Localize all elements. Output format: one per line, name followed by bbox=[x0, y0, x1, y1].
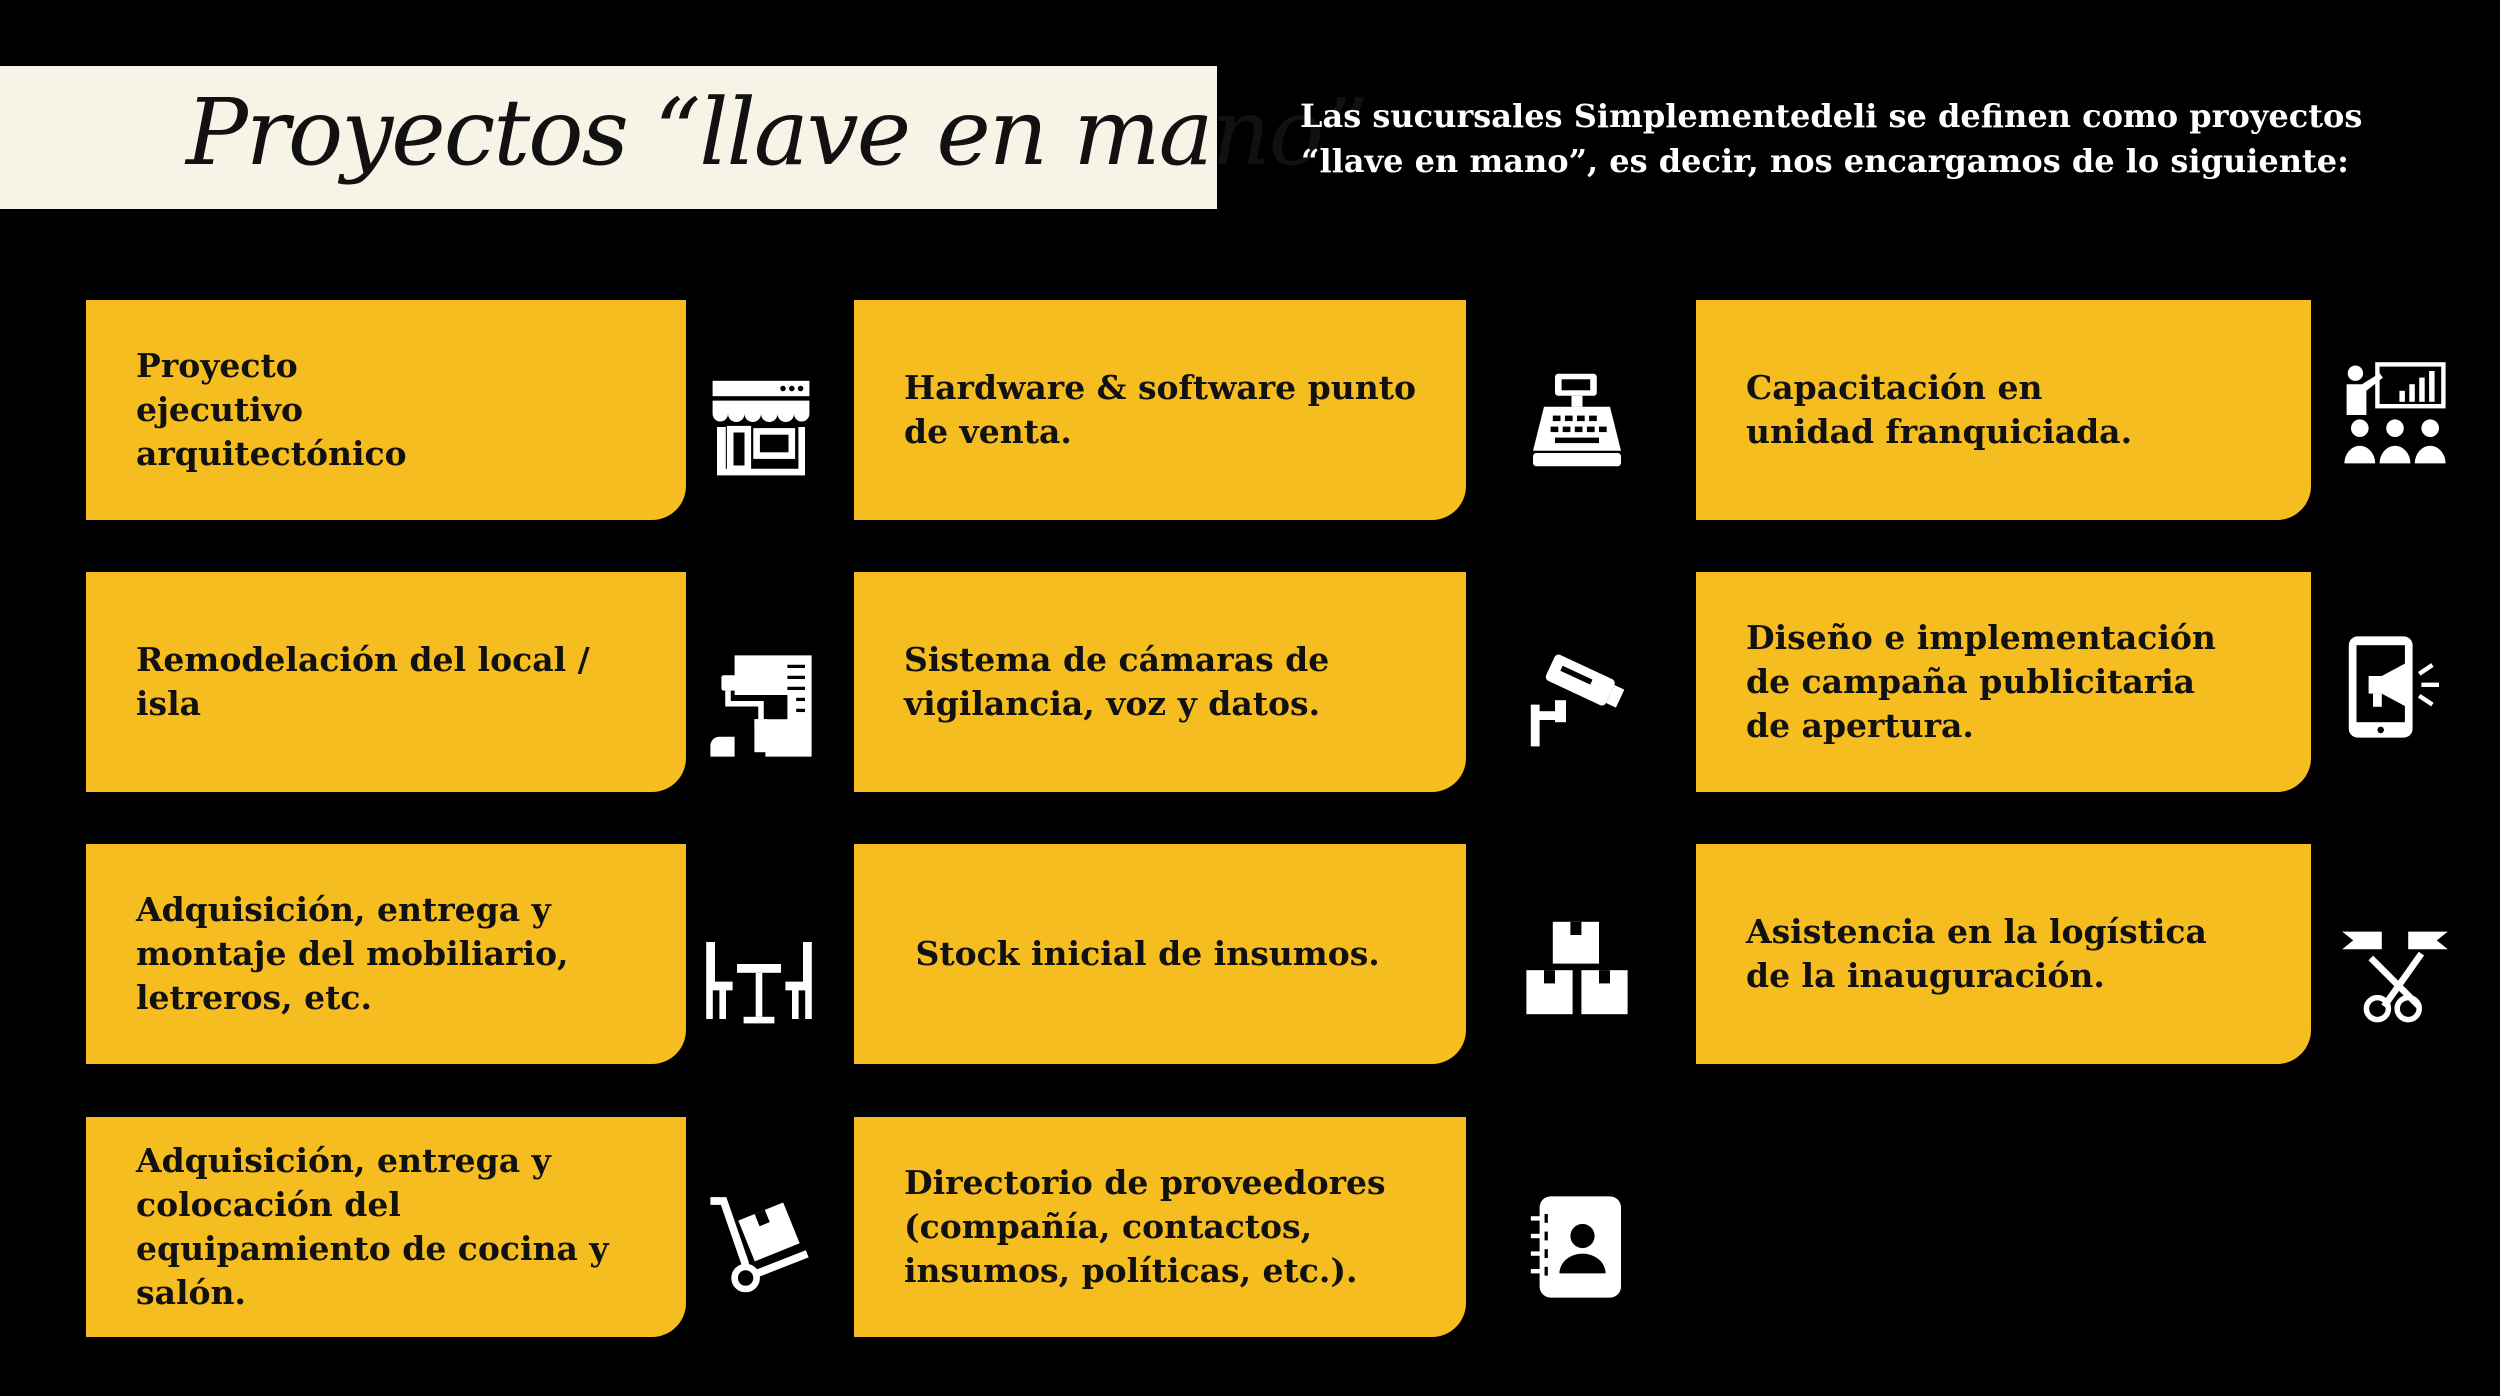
title-banner bbox=[0, 66, 1368, 209]
card-directorio bbox=[854, 1117, 1466, 1337]
card-remodelacion bbox=[86, 572, 686, 792]
card-equipamiento bbox=[86, 1117, 686, 1337]
card-stock bbox=[854, 844, 1466, 1064]
card-label: Hardware & software punto de venta. bbox=[904, 368, 1416, 451]
intro-line-2: “llave en mano”, es decir, nos encargamos de lo siguiente: bbox=[1301, 142, 2349, 180]
card-hardware-software bbox=[854, 300, 1466, 520]
card-label: Capacitación en unidad franquiciada. bbox=[1746, 368, 2133, 451]
cash-register-icon bbox=[1522, 365, 1632, 475]
card-capacitacion bbox=[1696, 300, 2311, 520]
card-label: Remodelación del local / isla bbox=[136, 640, 590, 723]
contact-book-icon bbox=[1522, 1192, 1632, 1302]
card-campana bbox=[1696, 572, 2311, 792]
intro-line-1: Las sucursales Simplementedeli se definen como proyectos bbox=[1300, 97, 2363, 135]
intro-text bbox=[1300, 94, 2363, 184]
card-mobiliario bbox=[86, 844, 686, 1064]
card-label: Adquisición, entrega y montaje del mobiliario, letreros, etc. bbox=[136, 890, 569, 1017]
card-label: Directorio de proveedores (compañía, contactos, insumos, políticas, etc.). bbox=[904, 1163, 1386, 1290]
boxes-icon bbox=[1522, 913, 1632, 1023]
card-proyecto-ejecutivo bbox=[86, 300, 686, 520]
paint-roller-icon bbox=[706, 651, 816, 761]
card-camaras bbox=[854, 572, 1466, 792]
card-label: Diseño e implementación de campaña publicitaria de apertura. bbox=[1746, 618, 2216, 745]
security-camera-icon bbox=[1522, 643, 1632, 753]
card-label: Asistencia en la logística de la inauguración. bbox=[1746, 912, 2207, 995]
card-label: Proyecto ejecutivo arquitectónico bbox=[136, 346, 407, 473]
ribbon-cutting-icon bbox=[2340, 914, 2450, 1024]
card-label: Stock inicial de insumos. bbox=[904, 934, 1380, 973]
card-label: Sistema de cámaras de vigilancia, voz y datos. bbox=[904, 640, 1330, 723]
card-inauguracion bbox=[1696, 844, 2311, 1064]
page-title: Proyectos “llave en mano” bbox=[186, 79, 1368, 186]
phone-megaphone-icon bbox=[2340, 632, 2450, 742]
card-label: Adquisición, entrega y colocación del equipamiento de cocina y salón. bbox=[136, 1141, 609, 1312]
training-presentation-icon bbox=[2340, 360, 2450, 470]
table-chairs-icon bbox=[704, 920, 814, 1030]
storefront-icon bbox=[706, 372, 816, 482]
hand-truck-icon bbox=[706, 1190, 816, 1300]
